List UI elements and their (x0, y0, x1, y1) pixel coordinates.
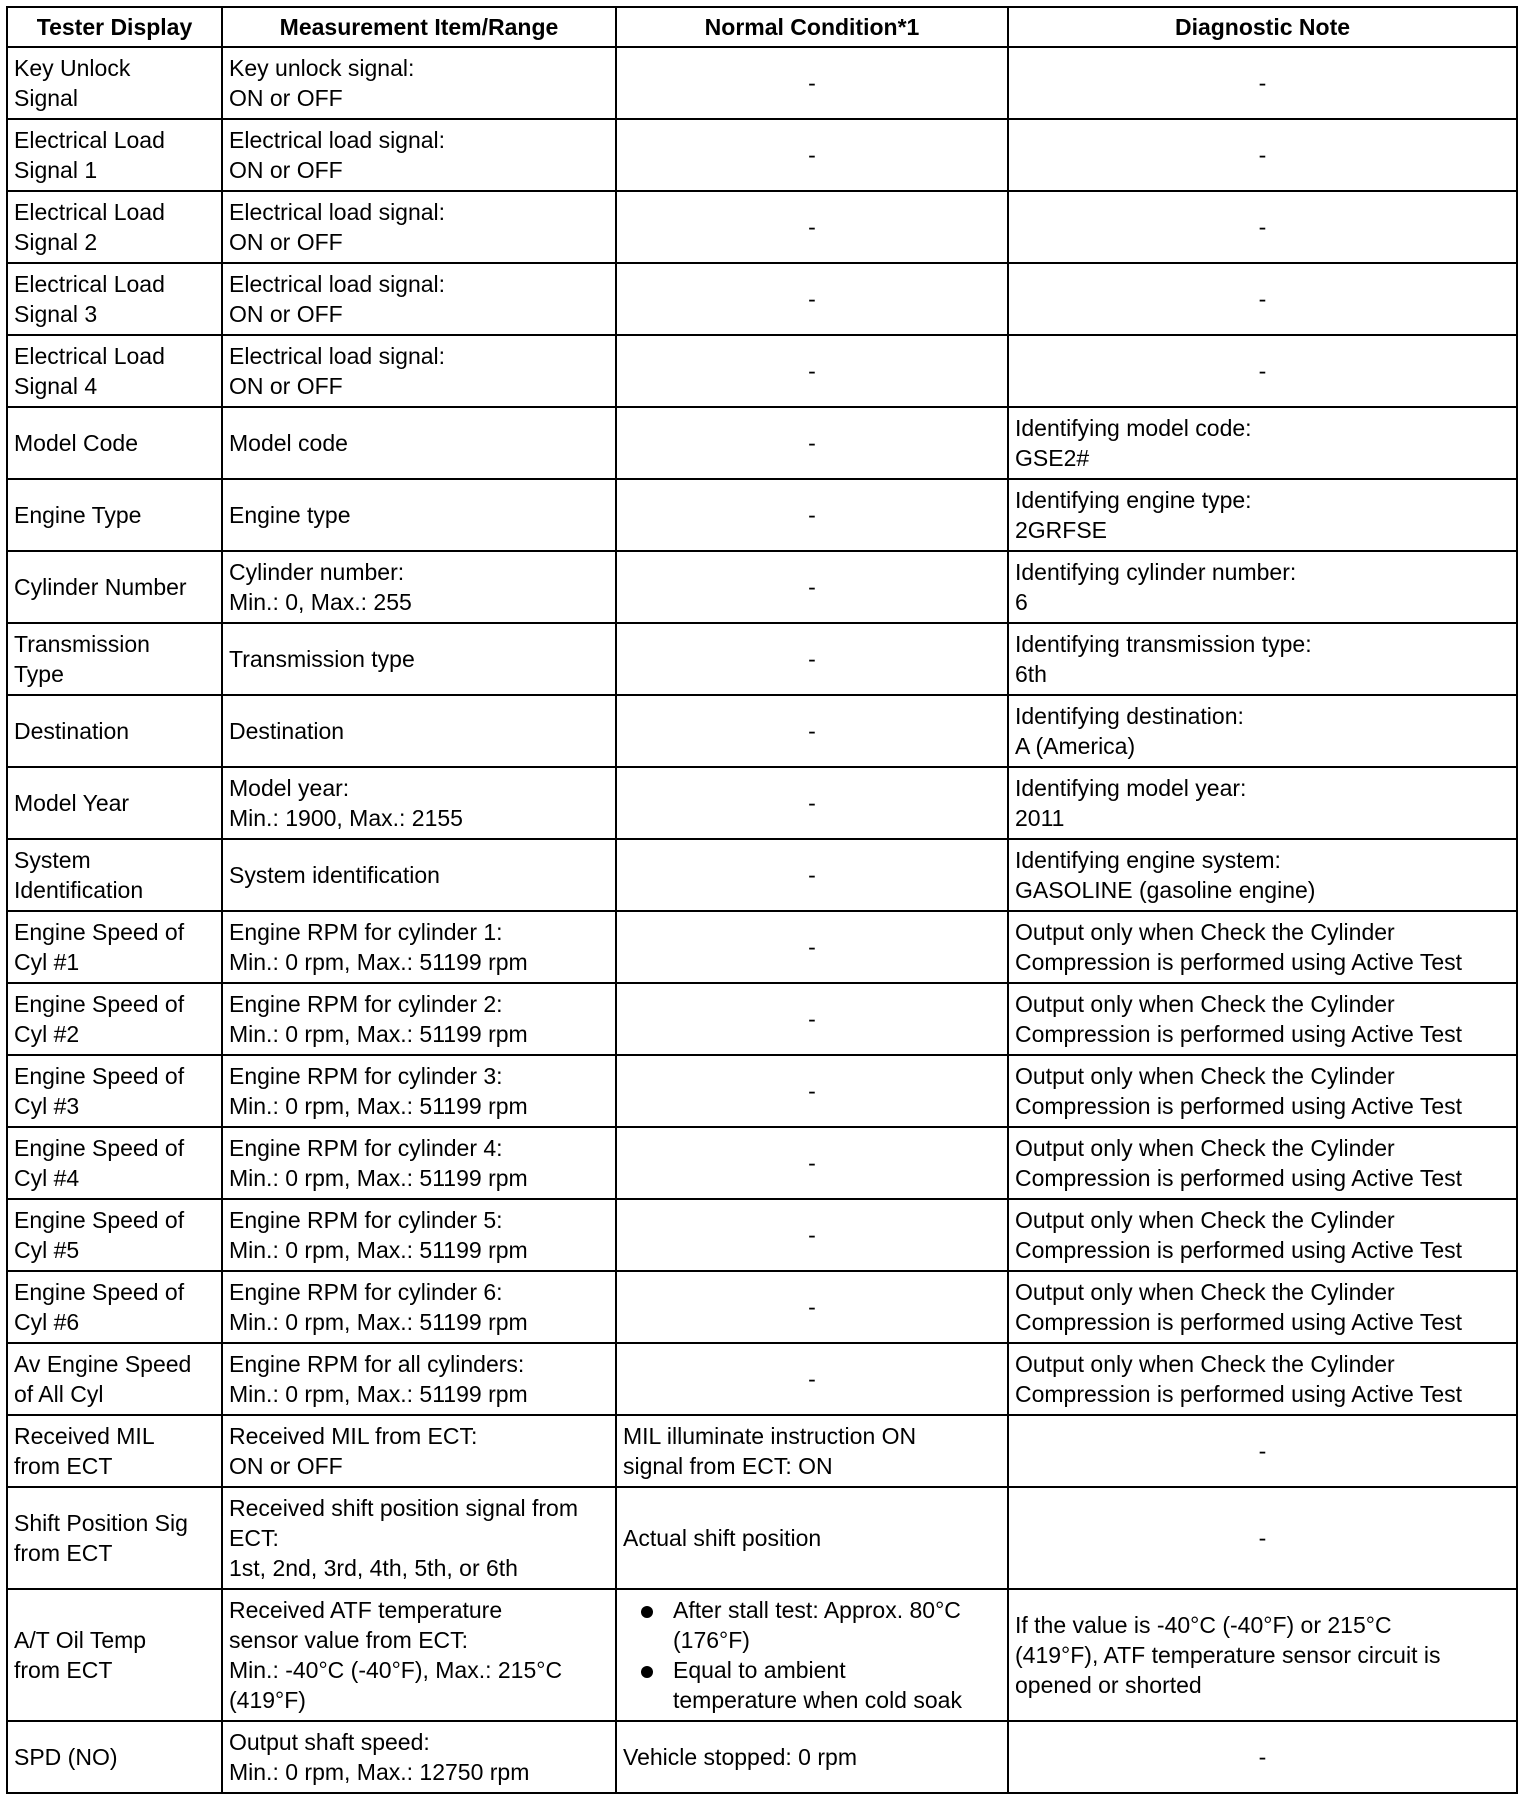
table-row (7, 263, 1517, 335)
cell-line: from ECT (14, 1540, 113, 1566)
cell-line: Identifying model code: (1015, 415, 1252, 441)
cell-line: Transmission type (229, 646, 415, 672)
table-row (7, 839, 1517, 911)
cell-line: - (808, 70, 816, 96)
cell-diagnostic-note (1008, 47, 1517, 119)
cell-line: Key Unlock (14, 55, 131, 81)
cell-diagnostic-note (1008, 983, 1517, 1055)
cell-diagnostic-note (1008, 191, 1517, 263)
cell-line: Min.: 0, Max.: 255 (229, 589, 412, 615)
table-row (7, 551, 1517, 623)
cell-line: Model code (229, 430, 348, 456)
cell-line: Signal 4 (14, 373, 98, 399)
cell-tester-display (7, 623, 222, 695)
cell-tester-display (7, 1589, 222, 1721)
cell-line: from ECT (14, 1453, 113, 1479)
cell-diagnostic-note (1008, 1343, 1517, 1415)
cell-line: Min.: 0 rpm, Max.: 51199 rpm (229, 1237, 528, 1263)
cell-line: ON or OFF (229, 373, 343, 399)
cell-measurement-range (222, 623, 616, 695)
cell-diagnostic-note (1008, 479, 1517, 551)
cell-tester-display (7, 839, 222, 911)
cell-measurement-range (222, 695, 616, 767)
cell-line: Cyl #2 (14, 1021, 80, 1047)
cell-normal-condition (616, 695, 1008, 767)
cell-diagnostic-note (1008, 1415, 1517, 1487)
cell-line: - (1258, 1744, 1267, 1770)
bullet-item (623, 1595, 1001, 1655)
cell-measurement-range (222, 1127, 616, 1199)
cell-line: - (808, 1366, 816, 1392)
cell-line: Av Engine Speed (14, 1351, 192, 1377)
cell-line: Model year: (229, 775, 350, 801)
cell-line: - (808, 1078, 816, 1104)
cell-line: MIL illuminate instruction ON (623, 1423, 917, 1449)
cell-measurement-range (222, 1721, 616, 1793)
table-row (7, 911, 1517, 983)
cell-line: - (808, 790, 816, 816)
cell-line: - (808, 502, 816, 528)
cell-diagnostic-note (1008, 119, 1517, 191)
cell-tester-display (7, 1271, 222, 1343)
cell-measurement-range (222, 335, 616, 407)
cell-line: Engine RPM for all cylinders: (229, 1351, 525, 1377)
cell-normal-condition (616, 911, 1008, 983)
cell-line: Vehicle stopped: 0 rpm (623, 1744, 857, 1770)
cell-line: Model Code (14, 430, 139, 456)
cell-normal-condition (616, 335, 1008, 407)
cell-line: Signal 3 (14, 301, 98, 327)
cell-line: Shift Position Sig (14, 1510, 188, 1536)
cell-line: ON or OFF (229, 85, 343, 111)
cell-line: Engine Type (14, 502, 142, 528)
cell-line: Electrical load signal: (229, 199, 446, 225)
cell-line: Received MIL (14, 1423, 155, 1449)
cell-line: Engine Speed of (14, 1279, 185, 1305)
cell-line: Electrical Load (14, 271, 165, 297)
cell-line: Model Year (14, 790, 130, 816)
cell-normal-condition (616, 1127, 1008, 1199)
cell-normal-condition (616, 983, 1008, 1055)
cell-diagnostic-note (1008, 839, 1517, 911)
cell-line: ON or OFF (229, 229, 343, 255)
cell-tester-display (7, 1721, 222, 1793)
cell-line: Engine RPM for cylinder 4: (229, 1135, 503, 1161)
cell-diagnostic-note (1008, 1721, 1517, 1793)
cell-line: Output shaft speed: (229, 1729, 430, 1755)
table-row (7, 1415, 1517, 1487)
cell-line: - (1258, 358, 1267, 384)
cell-line: Destination (14, 718, 130, 744)
header-row (7, 7, 1517, 47)
cell-line: Identifying engine type: (1015, 487, 1252, 513)
cell-line: System identification (229, 862, 440, 888)
cell-line: Output only when Check the Cylinder (1015, 1207, 1395, 1233)
cell-diagnostic-note (1008, 1271, 1517, 1343)
cell-line: ON or OFF (229, 157, 343, 183)
cell-line: Output only when Check the Cylinder (1015, 919, 1395, 945)
table-row (7, 191, 1517, 263)
cell-line: - (808, 1150, 816, 1176)
cell-line: Key unlock signal: (229, 55, 415, 81)
cell-normal-condition (616, 1199, 1008, 1271)
cell-line: Cyl #6 (14, 1309, 80, 1335)
cell-line: Electrical Load (14, 127, 165, 153)
cell-line: - (808, 934, 816, 960)
cell-measurement-range (222, 47, 616, 119)
cell-line: Engine Speed of (14, 919, 185, 945)
cell-line: Min.: 0 rpm, Max.: 51199 rpm (229, 949, 528, 975)
table-row (7, 479, 1517, 551)
table-body (7, 47, 1517, 1793)
cell-line: - (1258, 1525, 1267, 1551)
cell-diagnostic-note (1008, 1127, 1517, 1199)
cell-line: Received shift position signal from (229, 1495, 578, 1521)
cell-tester-display (7, 263, 222, 335)
cell-tester-display (7, 1343, 222, 1415)
cell-line: opened or shorted (1015, 1672, 1202, 1698)
cell-line: After stall test: Approx. 80°C (673, 1597, 961, 1623)
cell-line: Compression is performed using Active Test (1015, 1381, 1462, 1407)
cell-line: A (America) (1015, 733, 1136, 759)
cell-line: - (808, 646, 816, 672)
diagnostic-sheet (6, 6, 1516, 1794)
cell-normal-condition (616, 407, 1008, 479)
cell-normal-condition (616, 1343, 1008, 1415)
table-row (7, 47, 1517, 119)
cell-line: Min.: 0 rpm, Max.: 51199 rpm (229, 1309, 528, 1335)
cell-line: Electrical load signal: (229, 343, 446, 369)
table-row (7, 1721, 1517, 1793)
cell-line: SPD (NO) (14, 1744, 118, 1770)
cell-measurement-range (222, 1343, 616, 1415)
cell-line: - (1258, 1438, 1267, 1464)
cell-tester-display (7, 1487, 222, 1589)
cell-diagnostic-note (1008, 407, 1517, 479)
cell-line: Cyl #1 (14, 949, 80, 975)
table-row (7, 1487, 1517, 1589)
table-row (7, 1199, 1517, 1271)
cell-line: Engine RPM for cylinder 6: (229, 1279, 503, 1305)
cell-line: - (808, 214, 816, 240)
cell-line: Compression is performed using Active Test (1015, 1021, 1462, 1047)
cell-line: Identifying destination: (1015, 703, 1244, 729)
cell-measurement-range (222, 911, 616, 983)
cell-line: Min.: 0 rpm, Max.: 12750 rpm (229, 1759, 530, 1785)
cell-line: ON or OFF (229, 301, 343, 327)
cell-line: (419°F), ATF temperature sensor circuit is (1015, 1642, 1441, 1668)
cell-line: - (808, 862, 816, 888)
cell-measurement-range (222, 1415, 616, 1487)
table-row (7, 983, 1517, 1055)
cell-line: Electrical Load (14, 343, 165, 369)
cell-line: Destination (229, 718, 345, 744)
cell-normal-condition (616, 623, 1008, 695)
cell-measurement-range (222, 1589, 616, 1721)
cell-normal-condition (616, 263, 1008, 335)
cell-diagnostic-note (1008, 623, 1517, 695)
cell-line: Electrical load signal: (229, 271, 446, 297)
cell-line: - (808, 430, 816, 456)
cell-diagnostic-note (1008, 1589, 1517, 1721)
cell-normal-condition (616, 551, 1008, 623)
cell-line: Engine type (229, 502, 351, 528)
cell-normal-condition (616, 1271, 1008, 1343)
cell-diagnostic-note (1008, 335, 1517, 407)
cell-line: - (1258, 214, 1267, 240)
cell-diagnostic-note (1008, 911, 1517, 983)
cell-line: 6th (1015, 661, 1047, 687)
cell-line: Signal 2 (14, 229, 98, 255)
cell-tester-display (7, 1199, 222, 1271)
cell-tester-display (7, 983, 222, 1055)
cell-line: Min.: 0 rpm, Max.: 51199 rpm (229, 1021, 528, 1047)
cell-line: Identifying engine system: (1015, 847, 1281, 873)
table-row (7, 1055, 1517, 1127)
cell-tester-display (7, 695, 222, 767)
cell-measurement-range (222, 1271, 616, 1343)
cell-line: - (808, 142, 816, 168)
cell-line: from ECT (14, 1657, 113, 1683)
table-row (7, 695, 1517, 767)
cell-line: 1st, 2nd, 3rd, 4th, 5th, or 6th (229, 1555, 518, 1581)
cell-diagnostic-note (1008, 695, 1517, 767)
cell-line: 6 (1015, 589, 1028, 615)
cell-tester-display (7, 551, 222, 623)
cell-line: temperature when cold soak (673, 1687, 962, 1713)
cell-measurement-range (222, 191, 616, 263)
cell-normal-condition (616, 767, 1008, 839)
table-row (7, 1271, 1517, 1343)
cell-normal-condition (616, 119, 1008, 191)
cell-tester-display (7, 191, 222, 263)
cell-tester-display (7, 1127, 222, 1199)
cell-line: Identifying model year: (1015, 775, 1247, 801)
cell-measurement-range (222, 983, 616, 1055)
cell-line: Engine RPM for cylinder 3: (229, 1063, 503, 1089)
cell-measurement-range (222, 263, 616, 335)
cell-measurement-range (222, 479, 616, 551)
cell-line: Cyl #5 (14, 1237, 80, 1263)
cell-line: Identification (14, 877, 144, 903)
cell-measurement-range (222, 119, 616, 191)
cell-measurement-range (222, 1055, 616, 1127)
cell-line: ON or OFF (229, 1453, 343, 1479)
cell-diagnostic-note (1008, 551, 1517, 623)
cell-normal-condition (616, 1415, 1008, 1487)
cell-line: Engine RPM for cylinder 2: (229, 991, 503, 1017)
cell-line: Transmission (14, 631, 150, 657)
cell-line: Actual shift position (623, 1525, 822, 1551)
cell-line: - (1258, 286, 1267, 312)
cell-line: Engine Speed of (14, 991, 185, 1017)
cell-normal-condition (616, 1589, 1008, 1721)
cell-line: Output only when Check the Cylinder (1015, 991, 1395, 1017)
cell-line: Compression is performed using Active Test (1015, 1309, 1462, 1335)
cell-line: Min.: 0 rpm, Max.: 51199 rpm (229, 1165, 528, 1191)
cell-line: - (808, 1006, 816, 1032)
cell-line: Min.: 0 rpm, Max.: 51199 rpm (229, 1381, 528, 1407)
cell-diagnostic-note (1008, 1487, 1517, 1589)
table-row (7, 767, 1517, 839)
cell-normal-condition (616, 47, 1008, 119)
cell-line: Type (14, 661, 64, 687)
cell-line: GASOLINE (gasoline engine) (1015, 877, 1316, 903)
cell-line: GSE2# (1015, 445, 1090, 471)
cell-line: (419°F) (229, 1687, 306, 1713)
cell-diagnostic-note (1008, 1199, 1517, 1271)
cell-tester-display (7, 1055, 222, 1127)
cell-line: - (808, 1294, 816, 1320)
cell-diagnostic-note (1008, 767, 1517, 839)
cell-line: - (808, 358, 816, 384)
cell-line: Received MIL from ECT: (229, 1423, 478, 1449)
cell-line: Electrical load signal: (229, 127, 446, 153)
cell-line: Engine Speed of (14, 1135, 185, 1161)
cell-line: Engine Speed of (14, 1207, 185, 1233)
cell-line: Cyl #3 (14, 1093, 80, 1119)
cell-line: - (808, 286, 816, 312)
header-measurement-item-range: Measurement Item/Range (222, 7, 616, 47)
header-tester-display: Tester Display (7, 7, 222, 47)
table-row (7, 1343, 1517, 1415)
cell-measurement-range (222, 1487, 616, 1589)
cell-line: signal from ECT: ON (623, 1453, 833, 1479)
cell-line: System (14, 847, 91, 873)
cell-normal-condition (616, 479, 1008, 551)
cell-line: Cylinder number: (229, 559, 405, 585)
cell-tester-display (7, 119, 222, 191)
table-header (7, 7, 1517, 47)
cell-tester-display (7, 1415, 222, 1487)
cell-line: Compression is performed using Active Test (1015, 949, 1462, 975)
cell-tester-display (7, 479, 222, 551)
normal-condition-bullets (623, 1595, 1001, 1715)
cell-normal-condition (616, 1487, 1008, 1589)
cell-line: Output only when Check the Cylinder (1015, 1135, 1395, 1161)
cell-line: Compression is performed using Active Test (1015, 1093, 1462, 1119)
cell-line: Min.: -40°C (-40°F), Max.: 215°C (229, 1657, 563, 1683)
cell-measurement-range (222, 551, 616, 623)
table-row (7, 119, 1517, 191)
cell-line: Min.: 1900, Max.: 2155 (229, 805, 463, 831)
cell-measurement-range (222, 767, 616, 839)
cell-measurement-range (222, 407, 616, 479)
table-row (7, 335, 1517, 407)
cell-normal-condition (616, 839, 1008, 911)
cell-line: Signal 1 (14, 157, 98, 183)
cell-diagnostic-note (1008, 263, 1517, 335)
header-diagnostic-note: Diagnostic Note (1008, 7, 1517, 47)
cell-line: Identifying transmission type: (1015, 631, 1312, 657)
cell-line: - (808, 1222, 816, 1248)
cell-measurement-range (222, 839, 616, 911)
cell-line: Cyl #4 (14, 1165, 80, 1191)
cell-line: Received ATF temperature (229, 1597, 503, 1623)
cell-line: Engine RPM for cylinder 1: (229, 919, 503, 945)
cell-line: Cylinder Number (14, 574, 187, 600)
table-row (7, 1589, 1517, 1721)
cell-line: If the value is -40°C (-40°F) or 215°C (1015, 1612, 1392, 1638)
cell-tester-display (7, 767, 222, 839)
cell-line: Compression is performed using Active Test (1015, 1165, 1462, 1191)
cell-line: - (1258, 70, 1267, 96)
cell-line: Output only when Check the Cylinder (1015, 1063, 1395, 1089)
cell-diagnostic-note (1008, 1055, 1517, 1127)
cell-line: sensor value from ECT: (229, 1627, 469, 1653)
table-row (7, 1127, 1517, 1199)
cell-line: Signal (14, 85, 78, 111)
cell-tester-display (7, 335, 222, 407)
cell-tester-display (7, 911, 222, 983)
cell-line: Min.: 0 rpm, Max.: 51199 rpm (229, 1093, 528, 1119)
cell-line: of All Cyl (14, 1381, 104, 1407)
cell-normal-condition (616, 1721, 1008, 1793)
cell-line: - (808, 718, 816, 744)
table-row (7, 623, 1517, 695)
cell-normal-condition (616, 191, 1008, 263)
cell-line: 2GRFSE (1015, 517, 1108, 543)
cell-line: Electrical Load (14, 199, 165, 225)
cell-line: Equal to ambient (673, 1657, 846, 1683)
cell-line: 2011 (1015, 805, 1065, 831)
data-list-table (6, 6, 1518, 1794)
cell-measurement-range (222, 1199, 616, 1271)
bullet-item (623, 1655, 1001, 1715)
cell-line: Output only when Check the Cylinder (1015, 1279, 1395, 1305)
cell-line: Engine RPM for cylinder 5: (229, 1207, 503, 1233)
cell-tester-display (7, 407, 222, 479)
cell-line: (176°F) (673, 1627, 750, 1653)
cell-normal-condition (616, 1055, 1008, 1127)
cell-line: - (808, 574, 816, 600)
header-normal-condition: Normal Condition*1 (616, 7, 1008, 47)
table-row (7, 407, 1517, 479)
cell-line: Compression is performed using Active Test (1015, 1237, 1462, 1263)
cell-line: A/T Oil Temp (14, 1627, 147, 1653)
cell-tester-display (7, 47, 222, 119)
cell-line: ECT: (229, 1525, 279, 1551)
cell-line: - (1258, 142, 1267, 168)
cell-line: Output only when Check the Cylinder (1015, 1351, 1395, 1377)
cell-line: Identifying cylinder number: (1015, 559, 1297, 585)
cell-line: Engine Speed of (14, 1063, 185, 1089)
